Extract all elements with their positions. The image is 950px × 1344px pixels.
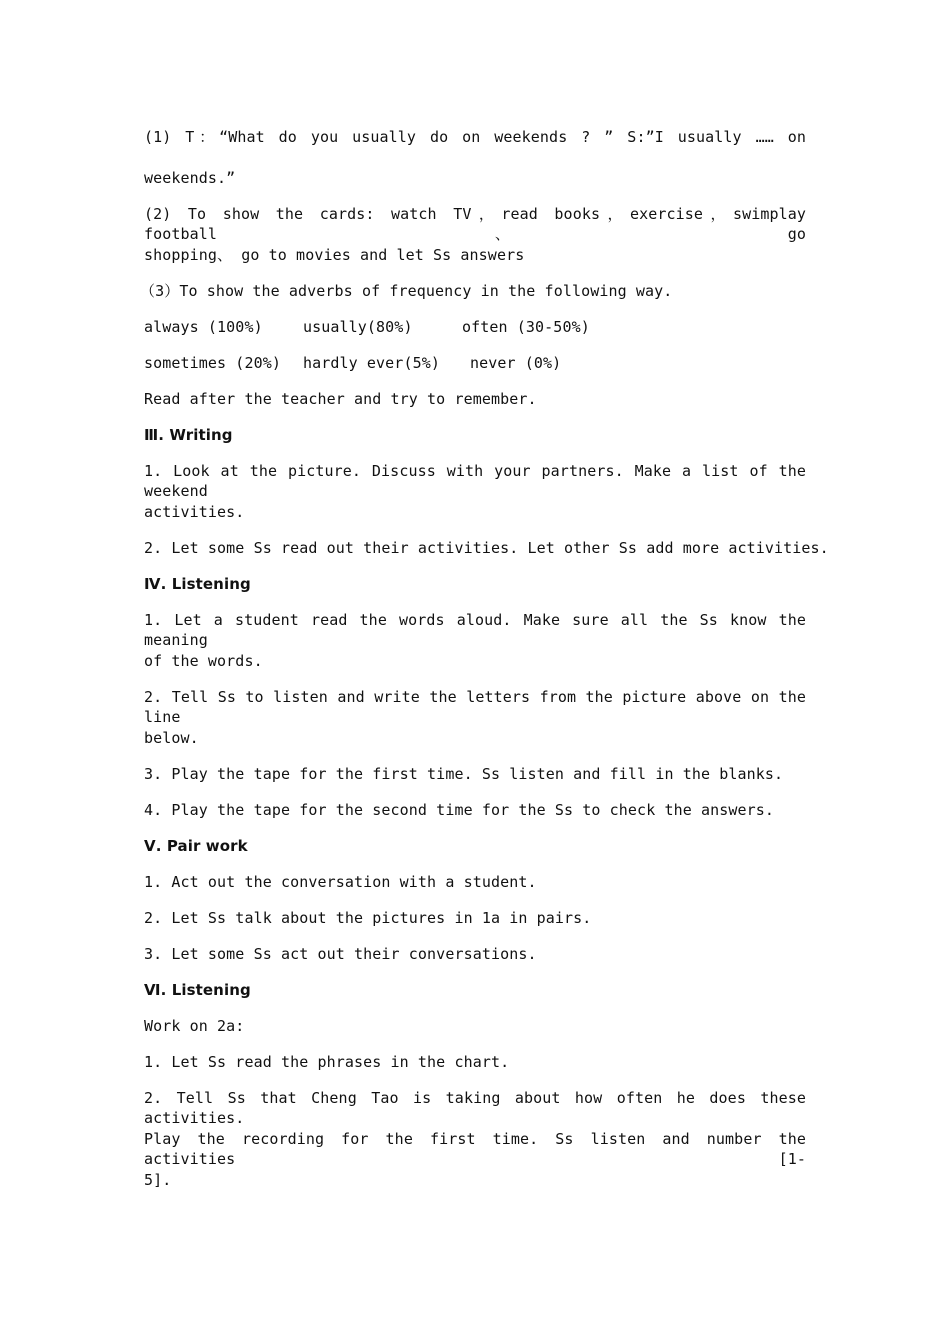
paragraph-line: 2. Let Ss talk about the pictures in 1a in pairs.: [144, 909, 592, 927]
paragraph-line: 5].: [144, 1171, 172, 1189]
frequency-item: often (30-50%): [462, 318, 590, 336]
paragraph-line: Play the recording for the first time. Ss listen and number the activities [1-: [144, 1130, 806, 1168]
paragraph-line: (2) To show the cards: watch TV，read books，exercise，swimplay football、go: [144, 205, 806, 243]
paragraph-line: 2. Tell Ss to listen and write the letters from the picture above on the line: [144, 688, 806, 726]
section-heading-pair-work: Ⅴ. Pair work: [144, 837, 248, 855]
paragraph-line: below.: [144, 729, 199, 747]
paragraph-line: 2. Tell Ss that Cheng Tao is taking about how often he does these activities.: [144, 1089, 806, 1127]
paragraph-line: shopping、 go to movies and let Ss answers: [144, 246, 525, 264]
paragraph-line: （3）To show the adverbs of frequency in the following way.: [140, 282, 673, 300]
section-heading-listening-2: Ⅵ. Listening: [144, 981, 251, 999]
paragraph-line: 1. Let Ss read the phrases in the chart.: [144, 1053, 510, 1071]
frequency-item: always (100%): [144, 318, 263, 336]
paragraph-line: 3. Play the tape for the first time. Ss listen and fill in the blanks.: [144, 765, 784, 783]
frequency-item: hardly ever(5%): [303, 354, 440, 372]
section-heading-listening: Ⅳ. Listening: [144, 575, 251, 593]
paragraph-line: 1. Look at the picture. Discuss with your partners. Make a list of the weekend: [144, 462, 806, 500]
paragraph-line: 1. Act out the conversation with a student.: [144, 873, 537, 891]
paragraph-line: 4. Play the tape for the second time for the Ss to check the answers.: [144, 801, 775, 819]
paragraph-line: (1) T：“What do you usually do on weekends ? ” S:”I usually …… on: [144, 128, 806, 146]
paragraph-line: 2. Let some Ss read out their activities. Let other Ss add more activities.: [144, 539, 829, 557]
paragraph-line: activities.: [144, 503, 245, 521]
section-heading-writing: Ⅲ. Writing: [144, 426, 233, 444]
frequency-item: sometimes (20%): [144, 354, 281, 372]
paragraph-line: Work on 2a:: [144, 1017, 245, 1035]
paragraph-line: 1. Let a student read the words aloud. Make sure all the Ss know the meaning: [144, 611, 806, 649]
paragraph-line: of the words.: [144, 652, 263, 670]
paragraph-line: 3. Let some Ss act out their conversations.: [144, 945, 537, 963]
frequency-item: never (0%): [470, 354, 562, 372]
frequency-item: usually(80%): [303, 318, 413, 336]
paragraph-line: Read after the teacher and try to remember.: [144, 390, 537, 408]
paragraph-line: weekends.”: [144, 169, 236, 187]
